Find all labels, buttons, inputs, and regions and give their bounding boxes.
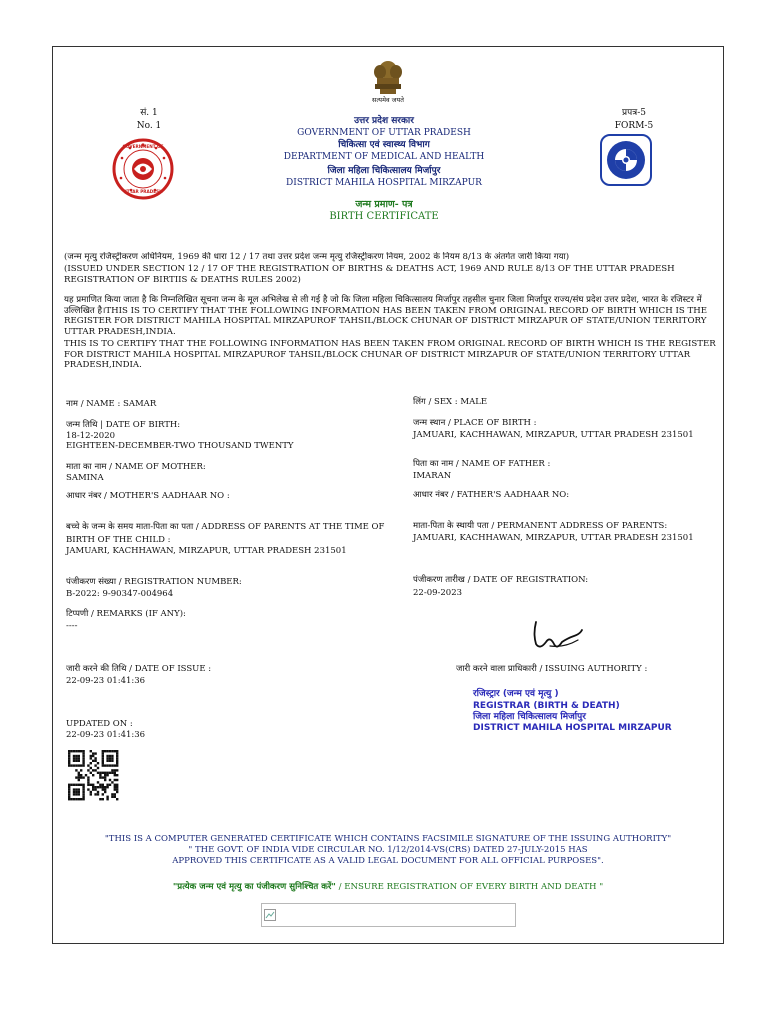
registrar-stamp-line3: जिला महिला चिकित्सालय मिर्जापुर xyxy=(473,712,586,722)
seal-bottom-text: UTTAR PRADESH xyxy=(123,189,163,194)
govt-title-hi: उत्तर प्रदेश सरकार xyxy=(354,116,414,126)
place-of-birth-value: JAMUARI, KACHHAWAN, MIRZAPUR, UTTAR PRADESH 231501 xyxy=(413,430,694,440)
certificate-title-hi: जन्म प्रमाण- पत्र xyxy=(355,199,413,210)
ensure-registration-en: / ENSURE REGISTRATION OF EVERY BIRTH AND DEATH " xyxy=(335,882,604,892)
footer-note-1: "THIS IS A COMPUTER GENERATED CERTIFICATE WHICH CONTAINS FACSIMILE SIGNATURE OF THE ISSUING AUTHORITY" xyxy=(104,834,672,844)
issuing-authority-label: जारी करने वाला प्राधिकारी / ISSUING AUTHORITY : xyxy=(456,664,648,674)
signature-image xyxy=(530,618,586,656)
mother-name-label: माता का नाम / NAME OF MOTHER: xyxy=(66,462,206,472)
child-name: नाम / NAME : SAMAR xyxy=(66,399,157,409)
qr-code xyxy=(66,749,122,801)
father-aadhaar: आधार नंबर / FATHER'S AADHAAR NO: xyxy=(413,490,570,500)
certify-text-en: THIS IS TO CERTIFY THAT THE FOLLOWING INFORMATION HAS BEEN TAKEN FROM ORIGINAL RECORD OF BIRTH WHICH IS THE REGISTER FOR DISTRICT MAHILA HOSPITAL MIRZAPUROF TAHSIL/BLOCK CHUNAR OF DISTRICT MIRZAPUR OF STATE/UNION TERRITORY UTTAR PRADESH,INDIA. xyxy=(64,339,716,371)
footer-note-2: " THE GOVT. OF INDIA VIDE CIRCULAR NO. 1/12/2014-VS(CRS) DATED 27-JULY-2015 HAS xyxy=(188,845,588,855)
mother-name-value: SAMINA xyxy=(66,473,104,483)
registration-number-label: पंजीकरण संख्या / REGISTRATION NUMBER: xyxy=(66,577,242,587)
registrar-stamp-line1: रजिस्ट्रार (जन्म एवं मृत्यु ) xyxy=(473,689,559,699)
updated-on-value: 22-09-23 01:41:36 xyxy=(66,730,146,740)
registrar-stamp-line4: DISTRICT MAHILA HOSPITAL MIRZAPUR xyxy=(473,723,672,733)
dob-label: जन्म तिथि | DATE OF BIRTH: xyxy=(66,420,181,430)
place-of-birth-label: जन्म स्थान / PLACE OF BIRTH : xyxy=(413,418,537,428)
seal-top-text: GOVERNMENT OF xyxy=(122,144,164,149)
registration-date-label: पंजीकरण तारीख / DATE OF REGISTRATION: xyxy=(413,575,589,585)
updated-on-label: UPDATED ON : xyxy=(66,719,133,729)
hospital-title-en: DISTRICT MAHILA HOSPITAL MIRZAPUR xyxy=(286,178,482,188)
certificate-title-en: BIRTH CERTIFICATE xyxy=(329,211,439,222)
certify-text-hi: यह प्रमाणित किया जाता है कि निम्नलिखित सूचना जन्म के मूल अभिलेख से ली गई है जो कि जिला महिला चिकित्सालय मिर्जापुर तहसील चुनार जिला मिर्जापुर राज्य/संघ प्रदेश उत्तर प्रदेश, भारत के रजिस्टर में उल्लिखित है।THIS IS TO CERTIFY THAT THE FOLLOWING INFORMATION HAS BEEN TAKEN FROM ORIGINAL RECORD OF BIRTH WHICH IS THE REGISTER FOR DISTRICT MAHILA HOSPITAL MIRZAPUROF TAHSIL/BLOCK CHUNAR OF DISTRICT MIRZAPUR OF STATE/UNION TERRITORY UTTAR PRADESH,INDIA. xyxy=(64,295,707,337)
father-name-label: पिता का नाम / NAME OF FATHER : xyxy=(413,459,551,469)
form-no-en: FORM-5 xyxy=(614,121,654,131)
hospital-logo-icon xyxy=(600,134,652,186)
birth-address-label-2: BIRTH OF THE CHILD : xyxy=(66,535,171,545)
dept-title-en: DEPARTMENT OF MEDICAL AND HEALTH xyxy=(283,152,485,162)
father-name-value: IMARAN xyxy=(413,471,452,481)
dob-words: EIGHTEEN-DECEMBER-TWO THOUSAND TWENTY xyxy=(66,441,294,451)
serial-no-hi: सं. 1 xyxy=(140,108,158,118)
issue-date-value: 22-09-23 01:41:36 xyxy=(66,676,146,686)
hospital-title-hi: जिला महिला चिकित्सालय मिर्जापुर xyxy=(327,166,441,176)
ensure-registration-hi: "प्रत्येक जन्म एवं मृत्यु का पंजीकरण सुनिश्चित करें" xyxy=(172,882,336,892)
remarks-label: टिप्पणी / REMARKS (IF ANY): xyxy=(66,609,186,619)
issued-under-hi: (जन्म मृत्यु रजिस्ट्रीकरण अधिनियम, 1969 की धारा 12 / 17 तथा उत्तर प्रदेश जन्म मृत्यु रजिस्ट्रीकरण नियम, 2002 के नियम 8/13 के अंतर्गत जारी किया गया) xyxy=(64,252,570,262)
ensure-registration-line xyxy=(60,882,716,893)
permanent-address-value: JAMUARI, KACHHAWAN, MIRZAPUR, UTTAR PRADESH 231501 xyxy=(413,533,694,543)
broken-image-placeholder xyxy=(261,903,516,927)
form-no-hi: प्रपत्र-5 xyxy=(622,108,646,118)
emblem-motto: सत्यमेव जयते xyxy=(372,96,404,104)
footer-note-3: APPROVED THIS CERTIFICATE AS A VALID LEGAL DOCUMENT FOR ALL OFFICIAL PURPOSES". xyxy=(172,856,604,866)
dept-title-hi: चिकित्सा एवं स्वास्थ्य विभाग xyxy=(338,140,430,150)
broken-image-icon xyxy=(264,906,276,918)
mother-aadhaar: आधार नंबर / MOTHER'S AADHAAR NO : xyxy=(66,491,230,501)
birth-address-value: JAMUARI, KACHHAWAN, MIRZAPUR, UTTAR PRADESH 231501 xyxy=(66,546,347,556)
issued-under-en: (ISSUED UNDER SECTION 12 / 17 OF THE REGISTRATION OF BIRTHS & DEATHS ACT, 1969 AND RULE 8/13 OF THE UTTAR PRADESH REGISTRATION OF BIRTIIS & DEATHS RULES 2002) xyxy=(64,264,675,285)
dob-value: 18-12-2020 xyxy=(66,431,116,441)
govt-title-en: GOVERNMENT OF UTTAR PRADESH xyxy=(297,128,471,138)
registrar-stamp-line2: REGISTRAR (BIRTH & DEATH) xyxy=(473,701,620,711)
child-sex: लिंग / SEX : MALE xyxy=(413,397,488,407)
remarks-value: ---- xyxy=(66,621,78,631)
birth-address-label: बच्चे के जन्म के समय माता-पिता का पता / ADDRESS OF PARENTS AT THE TIME OF xyxy=(66,522,385,532)
issue-date-label: जारी करने की तिथि / DATE OF ISSUE : xyxy=(66,664,212,674)
registration-date-value: 22-09-2023 xyxy=(413,588,463,598)
uttar-pradesh-seal-icon xyxy=(112,138,174,200)
serial-no-en: No. 1 xyxy=(136,121,162,131)
registration-number-value: B-2022: 9-90347-004964 xyxy=(66,589,174,599)
permanent-address-label: माता-पिता के स्थायी पता / PERMANENT ADDRESS OF PARENTS: xyxy=(413,521,668,531)
